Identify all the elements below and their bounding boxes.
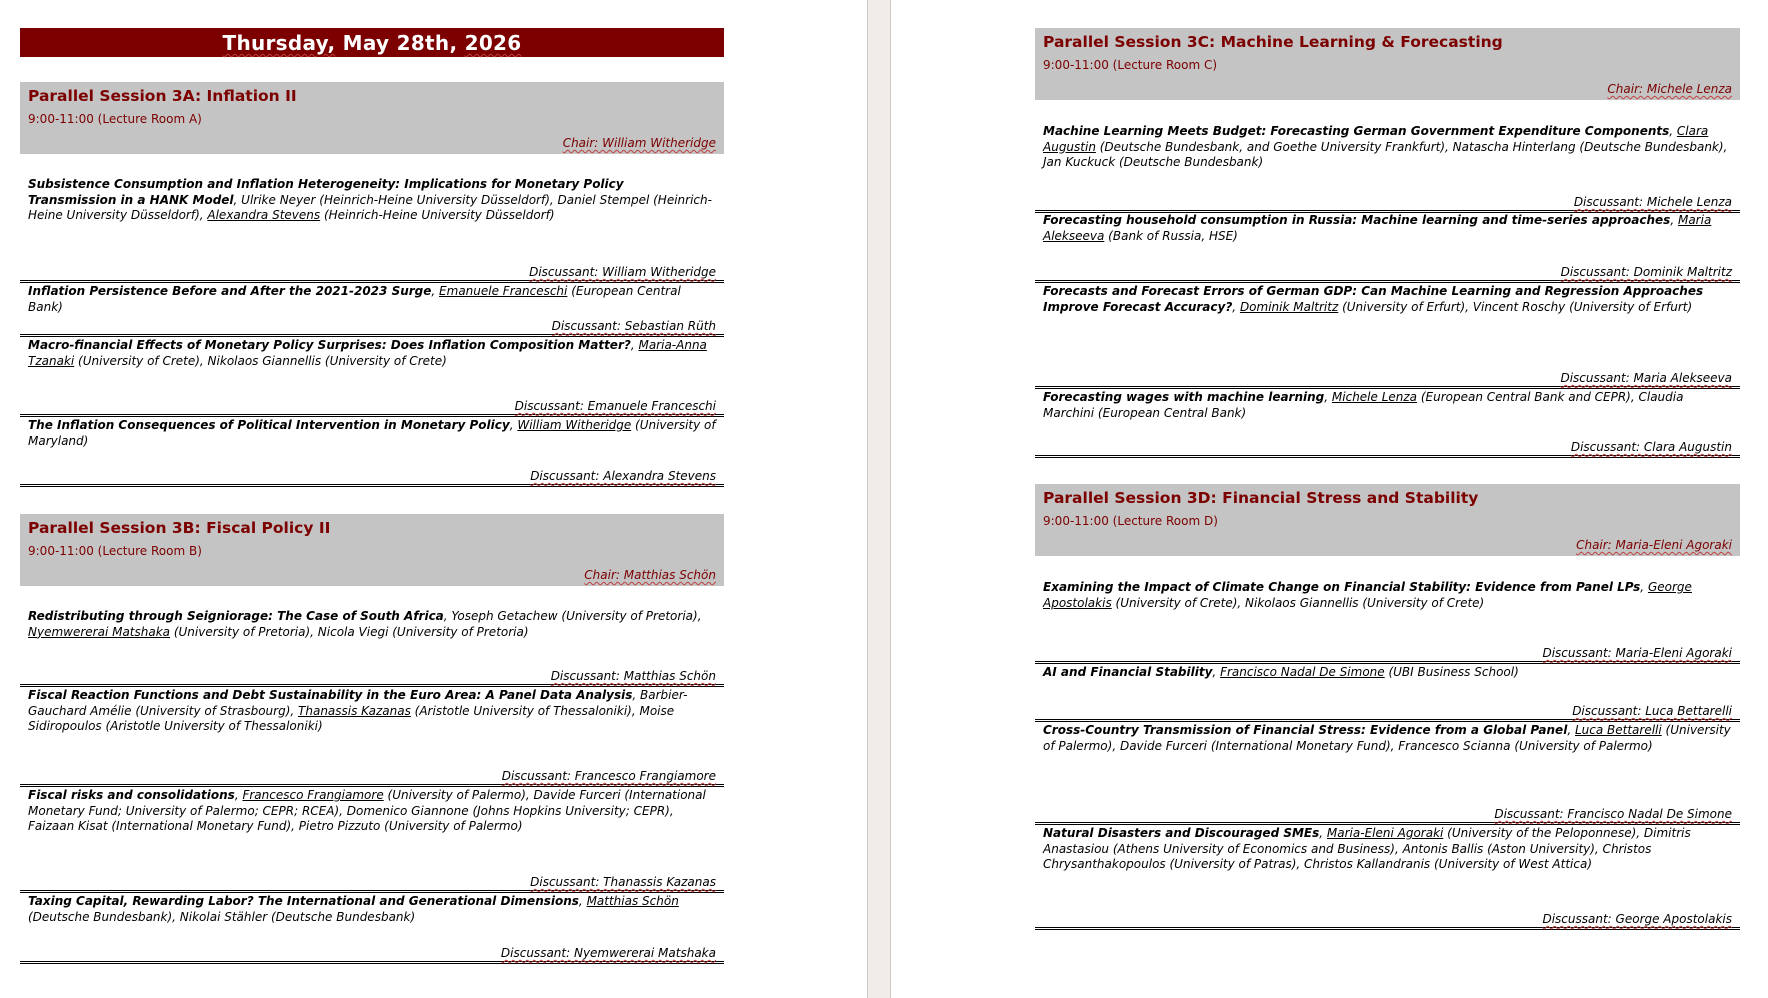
paper-text: [1035, 390, 1740, 421]
paper-title: Taxing Capital, Rewarding Labor? The International and Generational Dimensions: [28, 894, 579, 908]
paper-affiliations: (University of the Peloponnese), Dimitris Anastasiou (Athens University of Economics and Business), Antonis Ballis (Aston University), Christos Chrysanthakopoulos (University of Patras), Christos Kallandranis (University of West Attica): [1043, 826, 1691, 871]
discussant-label: Discussant: Matthias Schön: [550, 669, 716, 683]
paper-text: [1035, 124, 1740, 171]
discussant-line: [20, 875, 724, 893]
paper-item: [20, 609, 724, 640]
paper-discussant: [1035, 807, 1740, 822]
session-chair-label: Chair: Matthias Schön: [584, 568, 716, 582]
discussant-label: Discussant: Luca Bettarelli: [1572, 704, 1732, 718]
session-title: Parallel Session 3B: Fiscal Policy II: [28, 519, 331, 537]
session-title: Parallel Session 3A: Inflation II: [28, 87, 297, 105]
paper-title: Redistributing through Seigniorage: The Case of South Africa: [28, 609, 444, 623]
paper-item: [20, 418, 724, 449]
paper-presenter: Luca Bettarelli: [1574, 723, 1662, 737]
paper-text: [20, 177, 724, 224]
paper-title: Inflation Persistence Before and After the 2021-2023 Surge: [28, 284, 432, 298]
paper-affiliations: (University of Pretoria), Nicola Viegi (University of Pretoria): [170, 624, 529, 639]
day-header: [20, 28, 724, 57]
discussant-line: [1035, 912, 1740, 930]
session-title: Parallel Session 3D: Financial Stress and Stability: [1043, 489, 1479, 507]
paper-affiliations: (Deutsche Bundesbank), Nikolai Stähler (Deutsche Bundesbank): [28, 909, 416, 924]
paper-authors: ,: [1669, 124, 1677, 138]
paper-discussant: [20, 875, 724, 890]
discussant-label: Discussant: Michele Lenza: [1573, 195, 1732, 209]
paper-item: [1035, 665, 1740, 681]
discussant-label: Discussant: Emanuele Franceschi: [514, 399, 716, 413]
paper-presenter: Nyemwererai Matshaka: [28, 624, 171, 639]
paper-presenter: Maria-Eleni Agoraki: [1326, 826, 1444, 840]
paper-authors: ,: [1232, 299, 1240, 314]
session-chair-label: Chair: William Witheridge: [562, 136, 716, 150]
paper-authors: , Ulrike Neyer (Heinrich-Heine University Düsseldorf), Daniel Stempel (Heinrich-Heine University Düsseldorf),: [28, 192, 712, 222]
paper-title: Examining the Impact of Climate Change on Financial Stability: Evidence from Panel LPs: [1043, 580, 1641, 594]
paper-discussant: [1035, 440, 1740, 455]
discussant-label: Discussant: Alexandra Stevens: [530, 469, 716, 483]
divider: [20, 961, 724, 964]
paper-item: [1035, 124, 1740, 171]
paper-title: Machine Learning Meets Budget: Forecasting German Government Expenditure Components: [1043, 124, 1670, 138]
paper-presenter: Emanuele Franceschi: [439, 284, 568, 298]
divider: [1035, 386, 1740, 389]
paper-presenter: Clara Augustin: [1043, 124, 1709, 154]
session-time: 9:00-11:00 (Lecture Room A): [28, 112, 202, 126]
discussant-line: [1035, 440, 1740, 458]
session-header: [20, 82, 724, 154]
paper-text: [20, 338, 724, 369]
day-header-year: 2026: [464, 31, 522, 55]
session-chair: [1043, 536, 1732, 554]
session-3d: [1035, 484, 1740, 556]
paper-title: Natural Disasters and Discouraged SMEs: [1043, 826, 1320, 840]
discussant-line: [1035, 371, 1740, 389]
discussant-label: Discussant: Clara Augustin: [1570, 440, 1732, 454]
discussant-label: Discussant: Sebastian Rüth: [551, 319, 716, 333]
paper-discussant: [1035, 912, 1740, 927]
paper-presenter: Dominik Maltritz: [1239, 299, 1339, 314]
discussant-line: [1035, 265, 1740, 283]
divider: [1035, 661, 1740, 664]
page-gutter: [867, 0, 891, 998]
paper-text: [1035, 213, 1740, 244]
paper-item: [1035, 826, 1740, 873]
session-3a: [20, 82, 724, 154]
session-time: 9:00-11:00 (Lecture Room B): [28, 544, 202, 558]
discussant-line: [20, 319, 724, 337]
discussant-label: Discussant: George Apostolakis: [1542, 912, 1732, 926]
paper-text: [1035, 580, 1740, 611]
paper-title: Forecasting household consumption in Russia: Machine learning and time-series approaches: [1043, 213, 1671, 227]
session-header: [1035, 28, 1740, 100]
paper-affiliations: (Bank of Russia, HSE): [1104, 228, 1238, 243]
paper-text: [1035, 723, 1740, 754]
paper-title: Subsistence Consumption and Inflation Heterogeneity: Implications for Monetary Policy Transmission in a HANK Model: [28, 177, 624, 207]
paper-discussant: [1035, 195, 1740, 210]
paper-affiliations: (University of Palermo), Davide Furceri (International Monetary Fund), Francesco Scianna (University of Palermo): [1043, 723, 1731, 753]
session-title: Parallel Session 3C: Machine Learning & Forecasting: [1043, 33, 1503, 51]
paper-discussant: [1035, 371, 1740, 386]
paper-text: [1035, 665, 1740, 681]
discussant-line: [1035, 807, 1740, 825]
session-chair: [28, 134, 716, 152]
paper-affiliations: (European Central Bank): [28, 284, 681, 314]
paper-title: Macro-financial Effects of Monetary Policy Surprises: Does Inflation Composition Matter?: [28, 338, 631, 352]
paper-discussant: [20, 769, 724, 784]
discussant-label: Discussant: Maria-Eleni Agoraki: [1542, 646, 1732, 660]
paper-text: [20, 418, 724, 449]
paper-presenter: Michele Lenza: [1331, 390, 1418, 404]
paper-item: [20, 284, 724, 315]
paper-discussant: [1035, 265, 1740, 280]
paper-presenter: Alexandra Stevens: [207, 208, 321, 222]
paper-item: [20, 177, 724, 224]
paper-affiliations: (University of Crete), Nikolaos Giannellis (University of Crete): [74, 353, 447, 368]
discussant-label: Discussant: William Witheridge: [529, 265, 716, 279]
paper-presenter: Maria-Anna Tzanaki: [28, 338, 707, 368]
paper-affiliations: (University of Palermo), Davide Furceri (International Monetary Fund; University of Palermo; CEPR; RCEA), Domenico Giannone (Johns Hopkins University; CEPR), Faizaan Kisat (International Monetary Fund), Pietro Pizzuto (University of Palermo): [28, 788, 706, 833]
discussant-label: Discussant: Dominik Maltritz: [1560, 265, 1732, 279]
discussant-line: [20, 265, 724, 283]
paper-item: [1035, 213, 1740, 244]
day-header-month-day: May 28th,: [342, 31, 458, 55]
session-time: 9:00-11:00 (Lecture Room C): [1043, 58, 1218, 72]
paper-item: [20, 788, 724, 835]
paper-discussant: [20, 399, 724, 414]
paper-discussant: [20, 946, 724, 961]
divider: [20, 414, 724, 417]
paper-authors: ,: [234, 788, 243, 802]
paper-text: [20, 894, 724, 925]
paper-affiliations: (UBI Business School): [1384, 665, 1519, 679]
paper-item: [1035, 723, 1740, 754]
paper-text: [20, 788, 724, 835]
paper-authors: ,: [509, 418, 518, 432]
discussant-label: Discussant: Francisco Nadal De Simone: [1494, 807, 1732, 821]
paper-presenter: Matthias Schön: [586, 894, 679, 908]
paper-discussant: [20, 265, 724, 280]
divider: [1035, 927, 1740, 930]
paper-authors: ,: [1640, 580, 1648, 594]
paper-authors: ,: [1670, 213, 1678, 227]
paper-title: The Inflation Consequences of Political Intervention in Monetary Policy: [28, 418, 510, 432]
paper-presenter: George Apostolakis: [1043, 580, 1692, 610]
session-chair-label: Chair: Michele Lenza: [1607, 82, 1732, 96]
session-3b: [20, 514, 724, 586]
session-header: [1035, 484, 1740, 556]
divider: [1035, 455, 1740, 458]
divider: [1035, 822, 1740, 825]
session-3c: [1035, 28, 1740, 100]
divider: [20, 784, 724, 787]
paper-title: Cross-Country Transmission of Financial Stress: Evidence from a Global Panel: [1043, 723, 1568, 737]
paper-presenter: William Witheridge: [517, 418, 632, 432]
discussant-line: [20, 769, 724, 787]
divider: [20, 484, 724, 487]
paper-affiliations: (University of Crete), Nikolaos Giannellis (University of Crete): [1111, 595, 1485, 610]
paper-presenter: Francisco Nadal De Simone: [1220, 665, 1385, 679]
paper-title: Forecasts and Forecast Errors of German GDP: Can Machine Learning and Regression Approaches Improve Forecast Accuracy?: [1043, 284, 1704, 314]
paper-item: [1035, 580, 1740, 611]
paper-affiliations: (University of Maryland): [28, 418, 716, 448]
paper-affiliations: (University of Erfurt), Vincent Roschy (University of Erfurt): [1338, 299, 1693, 314]
paper-authors: ,: [1212, 665, 1221, 679]
session-header: [20, 514, 724, 586]
discussant-label: Discussant: Maria Alekseeva: [1560, 371, 1732, 385]
paper-item: [1035, 284, 1740, 315]
discussant-label: Discussant: Thanassis Kazanas: [530, 875, 716, 889]
paper-authors: ,: [1319, 826, 1327, 840]
divider: [20, 280, 724, 283]
paper-item: [20, 338, 724, 369]
divider: [20, 890, 724, 893]
discussant-line: [1035, 646, 1740, 664]
discussant-line: [20, 669, 724, 687]
paper-authors: , Yoseph Getachew (University of Pretoria),: [443, 609, 702, 623]
document-page-right: [1035, 0, 1740, 998]
paper-affiliations: (Heinrich-Heine University Düsseldorf): [320, 208, 555, 222]
divider: [20, 334, 724, 337]
paper-text: [20, 284, 724, 315]
paper-authors: ,: [1324, 390, 1332, 404]
discussant-line: [1035, 195, 1740, 213]
paper-discussant: [20, 669, 724, 684]
divider: [1035, 719, 1740, 722]
paper-presenter: Francesco Frangiamore: [242, 788, 384, 802]
session-chair: [28, 566, 716, 584]
paper-presenter: Maria Alekseeva: [1043, 213, 1712, 243]
discussant-label: Discussant: Nyemwererai Matshaka: [500, 946, 716, 960]
session-chair-label: Chair: Maria-Eleni Agoraki: [1576, 538, 1732, 552]
paper-authors: ,: [1567, 723, 1575, 737]
discussant-line: [20, 399, 724, 417]
paper-title: Fiscal risks and consolidations: [28, 788, 235, 802]
session-chair: [1043, 80, 1732, 98]
paper-authors: ,: [578, 894, 587, 908]
discussant-line: [1035, 704, 1740, 722]
paper-discussant: [1035, 646, 1740, 661]
divider: [1035, 280, 1740, 283]
day-header-weekday: Thursday,: [222, 31, 336, 55]
discussant-line: [20, 946, 724, 964]
paper-authors: , Barbier-Gauchard Amélie (University of Strasbourg),: [28, 688, 688, 718]
paper-text: [1035, 826, 1740, 873]
paper-text: [20, 609, 724, 640]
paper-text: [1035, 284, 1740, 315]
divider: [20, 684, 724, 687]
discussant-line: [20, 469, 724, 487]
paper-authors: ,: [630, 338, 639, 352]
paper-item: [1035, 390, 1740, 421]
paper-item: [20, 894, 724, 925]
document-page-left: [20, 0, 724, 998]
paper-affiliations: (European Central Bank and CEPR), Claudia Marchini (European Central Bank): [1043, 390, 1684, 420]
paper-discussant: [1035, 704, 1740, 719]
paper-affiliations: (Deutsche Bundesbank, and Goethe University Frankfurt), Natascha Hinterlang (Deutsche Bundesbank), Jan Kuckuck (Deutsche Bundesbank): [1043, 139, 1728, 169]
paper-text: [20, 688, 724, 735]
paper-presenter: Thanassis Kazanas: [298, 703, 411, 718]
paper-item: [20, 688, 724, 735]
paper-title: AI and Financial Stability: [1043, 665, 1213, 679]
paper-title: Forecasting wages with machine learning: [1043, 390, 1325, 404]
paper-title: Fiscal Reaction Functions and Debt Sustainability in the Euro Area: A Panel Data Analysis: [28, 688, 633, 702]
paper-discussant: [20, 469, 724, 484]
discussant-label: Discussant: Francesco Frangiamore: [501, 769, 716, 783]
paper-affiliations: (Aristotle University of Thessaloniki), Moise Sidiropoulos (Aristotle University of Thessaloniki): [28, 703, 675, 733]
session-time: 9:00-11:00 (Lecture Room D): [1043, 514, 1218, 528]
paper-authors: ,: [431, 284, 440, 298]
paper-discussant: [20, 319, 724, 334]
